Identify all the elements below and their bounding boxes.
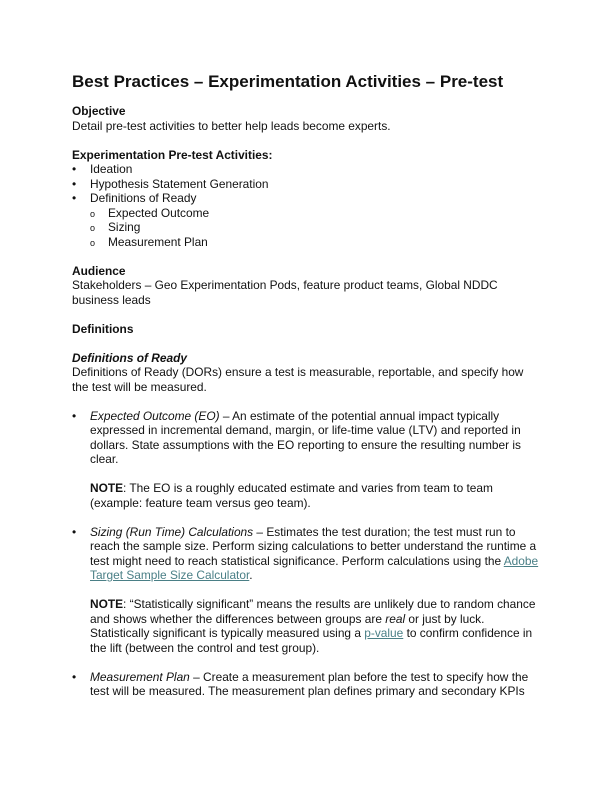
sizing-note	[72, 597, 542, 655]
sub-list-item: o Sizing	[72, 220, 542, 235]
expected-outcome-text: – An estimate of the potential annual impact typically expressed in incremental demand, margin, or life-time value (LTV) and reported in dollars. State assumptions with the EO reporting to ensure the resulting number is clear.	[90, 408, 521, 466]
activities-heading: Experimentation Pre-test Activities:	[72, 147, 273, 162]
measurement-plan-item	[72, 670, 542, 699]
sub-list-item: o Measurement Plan	[72, 235, 542, 250]
dor-text: Definitions of Ready (DORs) ensure a test is measurable, reportable, and specify how the test will be measured.	[72, 365, 524, 394]
sizing-item	[72, 525, 542, 583]
objective-heading: Objective	[72, 104, 126, 118]
objective-text: Detail pre-test activities to better help leads become experts.	[72, 118, 391, 133]
note-emphasis: real	[385, 611, 406, 626]
dor-heading: Definitions of Ready	[72, 350, 187, 365]
activities-list	[72, 162, 542, 206]
sub-list-item: o Expected Outcome	[72, 206, 542, 221]
p-value-link[interactable]: p-value	[364, 626, 404, 640]
note-label: NOTE	[90, 597, 124, 611]
sizing-text: – Estimates the test duration; the test must run to reach the sample size. Perform sizing calculations to better understand the runtime a test might need to reach statistical significance. Perform calculations using the	[90, 524, 537, 568]
expected-outcome-term: Expected Outcome (EO)	[90, 408, 220, 423]
document-title: Best Practices – Experimentation Activities – Pre-test	[72, 72, 504, 91]
list-item-label: Definitions of Ready	[90, 191, 197, 205]
sample-size-calculator-link[interactable]: Adobe Target Sample Size Calculator	[90, 553, 539, 582]
definitions-of-ready-sublist	[72, 206, 542, 250]
definitions-heading: Definitions	[72, 321, 134, 336]
expected-outcome-note	[72, 481, 542, 510]
sizing-term: Sizing (Run Time) Calculations	[90, 524, 254, 539]
list-item	[72, 191, 542, 206]
document-page	[72, 72, 542, 699]
list-item: • Ideation	[72, 162, 542, 177]
note-label: NOTE	[90, 481, 124, 495]
note-text: to confirm confidence in the lift (between the control and test group).	[90, 626, 533, 655]
measurement-plan-term: Measurement Plan	[90, 669, 190, 684]
audience-heading: Audience	[72, 263, 126, 278]
audience-text: Stakeholders – Geo Experimentation Pods, feature product teams, Global NDDC business leads	[72, 278, 498, 307]
measurement-plan-text: – Create a measurement plan before the test to specify how the test will be measured. The measurement plan defines primary and secondary KPIs	[90, 669, 529, 698]
expected-outcome-item	[72, 409, 542, 467]
note-text: : The EO is a roughly educated estimate and varies from team to team (example: feature team versus geo team).	[90, 481, 493, 510]
list-item: • Hypothesis Statement Generation	[72, 177, 542, 192]
note-text: or just by luck. Statistically significant is typically measured using a	[90, 611, 485, 640]
sizing-text-end: .	[249, 568, 253, 582]
note-text: : “Statistically significant” means the results are unlikely due to random chance and shows whether the differences between groups are	[90, 597, 536, 626]
